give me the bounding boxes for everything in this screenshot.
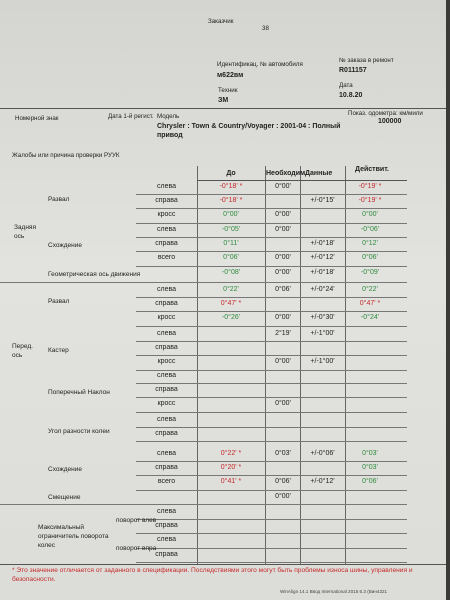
date-label: Дата xyxy=(339,82,353,89)
software-version: WinAlign 14.1 Ввод International 2015 6.3 (Вин4321 xyxy=(280,589,388,594)
front-toe-actual: 0°03' xyxy=(362,464,378,472)
rear-camber-side: слева xyxy=(156,183,176,190)
front-toe-side: справа xyxy=(155,464,178,472)
rear-camber-label: Развал xyxy=(48,196,70,203)
rear-camber-before: -0°18' * xyxy=(219,197,243,205)
footer-note: * Это значение отличается от заданного в спецификации. Последствиями этого могут быть проблемы износа шины, управления и безопасности. xyxy=(12,567,413,583)
front-toe-before: 0°41' * xyxy=(220,478,242,486)
odometer-value: 100000 xyxy=(378,118,402,125)
front-toe-required: 0°03' xyxy=(275,450,291,457)
rear-thrust-before: -0°08' xyxy=(221,269,241,276)
front-camber-side: кросс xyxy=(157,314,176,322)
rear-section-bottom xyxy=(0,282,407,283)
rear-toe-actual: 0°06' xyxy=(362,254,378,262)
order-value: R011157 xyxy=(339,67,367,74)
front-toe-row-line xyxy=(136,490,407,491)
setback-line xyxy=(0,504,407,505)
front-toe-before: 0°22' * xyxy=(220,450,242,457)
front-camber-before: 0°22' xyxy=(223,286,239,293)
rear-toe-before: 0°06' xyxy=(223,254,239,262)
front-toe-out-side: слева xyxy=(156,416,176,423)
front-max-turn-side: справа xyxy=(155,550,178,558)
front-max-turn-row-line xyxy=(136,548,407,549)
rear-thrust-label: Геометрическая ось движения xyxy=(48,271,141,278)
front-caster-row-line xyxy=(136,341,407,342)
front-caster-required: 0°00' xyxy=(275,358,291,366)
rear-camber-row-line xyxy=(136,223,407,224)
rear-camber-before: 0°00' xyxy=(223,211,239,219)
front-toe-out-label: Угол разности колеи xyxy=(48,428,110,435)
front-sai-row-line xyxy=(136,412,407,413)
front-sai-side: слева xyxy=(156,372,176,379)
front-sai-side: справа xyxy=(155,386,178,394)
rear-camber-required: 0°00' xyxy=(275,211,291,219)
front-camber-before: -0°26' xyxy=(221,314,241,322)
date-value: 10.8.20 xyxy=(339,92,363,99)
front-sai-label: Поперечный Наклон xyxy=(48,389,110,396)
front-camber-data: +/-0°24' xyxy=(310,286,335,293)
front-toe-actual: 0°03' xyxy=(362,450,378,457)
rear-axle-label: Задняя ось xyxy=(14,224,36,240)
front-camber-row-line xyxy=(136,297,407,298)
rear-toe-before: -0°05' xyxy=(221,226,241,233)
rear-camber-data: +/-0°15' xyxy=(310,197,335,205)
front-toe-side: слева xyxy=(156,450,176,457)
front-sai-row-line xyxy=(136,397,407,398)
front-camber-required: 0°00' xyxy=(275,314,291,322)
rear-toe-side: всего xyxy=(157,254,176,262)
front-toe-out-side: справа xyxy=(155,430,178,438)
front-caster-label: Кастер xyxy=(48,347,69,354)
rear-toe-required: 0°00' xyxy=(275,226,291,233)
reg-date-label: Дата 1-й регист. xyxy=(108,113,154,120)
footer-divider xyxy=(0,564,446,565)
front-max-turn-row-line xyxy=(136,533,407,534)
turn-left-label: поворот влев xyxy=(116,517,157,524)
rear-camber-side: справа xyxy=(155,197,178,205)
front-camber-actual: 0°22' xyxy=(362,286,378,293)
tech-value: ЗМ xyxy=(218,97,229,104)
vehicle-id-label: Идентификац. № автомобиля xyxy=(217,61,303,68)
rear-camber-side: кросс xyxy=(157,211,176,219)
front-camber-side: справа xyxy=(155,300,178,308)
front-max-turn-label: Максимальный ограничитель поворота колес xyxy=(38,524,109,549)
front-toe-out-row-line xyxy=(136,441,407,442)
rear-toe-data: +/-0°18' xyxy=(310,240,335,248)
col-before: До xyxy=(226,170,236,177)
rear-camber-required: 0°00' xyxy=(275,183,291,190)
front-toe-row-line xyxy=(136,475,407,476)
rear-camber-before: -0°18' * xyxy=(219,183,243,190)
front-caster-row-line xyxy=(136,355,407,356)
front-max-turn-side: слева xyxy=(156,508,176,515)
front-toe-side: всего xyxy=(157,478,176,486)
complaints-label: Жалобы или причина проверки РУУК xyxy=(12,152,120,159)
front-setback-required: 0°00' xyxy=(275,493,291,500)
front-sai-required: 0°00' xyxy=(275,400,291,408)
front-camber-required: 0°06' xyxy=(275,286,291,293)
customer-label: Заказчик xyxy=(208,18,234,25)
front-toe-out-row-line xyxy=(136,427,407,428)
model-label: Модель xyxy=(157,113,180,120)
front-toe-data: +/-0°06' xyxy=(310,450,335,457)
rear-camber-row-line xyxy=(136,194,407,195)
turn-right-label: поворот впра xyxy=(116,545,157,552)
rear-toe-row-line xyxy=(136,266,407,267)
rear-toe-required: 0°00' xyxy=(275,254,291,262)
odometer-label: Показ. одометра: км/мили xyxy=(348,110,423,117)
vehicle-id-value: м622вм xyxy=(217,72,244,79)
rear-thrust-required: 0°00' xyxy=(275,269,291,276)
front-caster-side: справа xyxy=(155,344,178,352)
front-caster-side: слева xyxy=(156,330,176,337)
front-toe-row-line xyxy=(136,461,407,462)
front-toe-label: Схождение xyxy=(48,466,83,473)
front-caster-side: кросс xyxy=(157,358,176,366)
rear-toe-before: 0°11' xyxy=(223,240,239,248)
front-camber-before: 0°47' * xyxy=(220,300,242,308)
front-camber-row-line xyxy=(136,326,407,327)
front-caster-data: +/-1°00' xyxy=(310,330,335,337)
front-toe-data: +/-0°12' xyxy=(310,478,335,486)
rear-thrust-actual: -0°09' xyxy=(360,269,380,276)
rear-toe-side: слева xyxy=(156,226,176,233)
rear-thrust-data: +/-0°18' xyxy=(310,269,335,276)
rear-toe-actual: 0°12' xyxy=(362,240,378,248)
front-toe-before: 0°20' * xyxy=(220,464,242,472)
rear-toe-row-line xyxy=(136,251,407,252)
front-max-turn-side: справа xyxy=(155,522,178,530)
rear-camber-actual: -0°19' * xyxy=(358,183,382,190)
rear-toe-label: Схождение xyxy=(48,242,83,249)
model-value: Chrysler : Town & Country/Voyager : 2001-04 : Полный привод xyxy=(157,123,341,139)
rear-toe-row-line xyxy=(136,237,407,238)
rear-toe-data: +/-0°12' xyxy=(310,254,335,262)
front-camber-label: Развал xyxy=(48,298,70,305)
rear-camber-actual: -0°19' * xyxy=(358,197,382,205)
front-camber-actual: -0°24' xyxy=(360,314,380,322)
front-camber-side: слева xyxy=(156,286,176,293)
plate-label: Номерной знак xyxy=(15,115,59,122)
front-max-turn-row-line xyxy=(136,562,407,563)
front-camber-row-line xyxy=(136,311,407,312)
rear-camber-row-line xyxy=(136,208,407,209)
order-label: № заказа в ремонт xyxy=(339,57,394,64)
front-caster-data: +/-1°00' xyxy=(310,358,335,366)
front-camber-data: +/-0°30' xyxy=(310,314,335,322)
rear-toe-side: справа xyxy=(155,240,178,248)
col-actual: Действит. xyxy=(355,166,389,173)
front-toe-required: 0°06' xyxy=(275,478,291,486)
front-max-turn-side: слева xyxy=(156,536,176,544)
front-camber-actual: 0°47' * xyxy=(359,300,381,308)
col-data: Данные xyxy=(305,170,333,177)
front-setback-label: Смещение xyxy=(48,494,81,501)
front-caster-row-line xyxy=(136,370,407,371)
rear-toe-actual: -0°06' xyxy=(360,226,380,233)
customer-value: 38 xyxy=(262,25,269,32)
front-caster-required: 2°19' xyxy=(275,330,291,337)
front-max-turn-row-line xyxy=(136,519,407,520)
col-required: Необходим xyxy=(266,170,306,177)
front-axle-label: Перед. ось xyxy=(12,343,33,359)
rear-camber-actual: 0°00' xyxy=(362,211,378,219)
tech-label: Техник xyxy=(218,87,238,94)
front-toe-actual: 0°06' xyxy=(362,478,378,486)
front-sai-side: кросс xyxy=(157,400,176,408)
front-sai-row-line xyxy=(136,383,407,384)
